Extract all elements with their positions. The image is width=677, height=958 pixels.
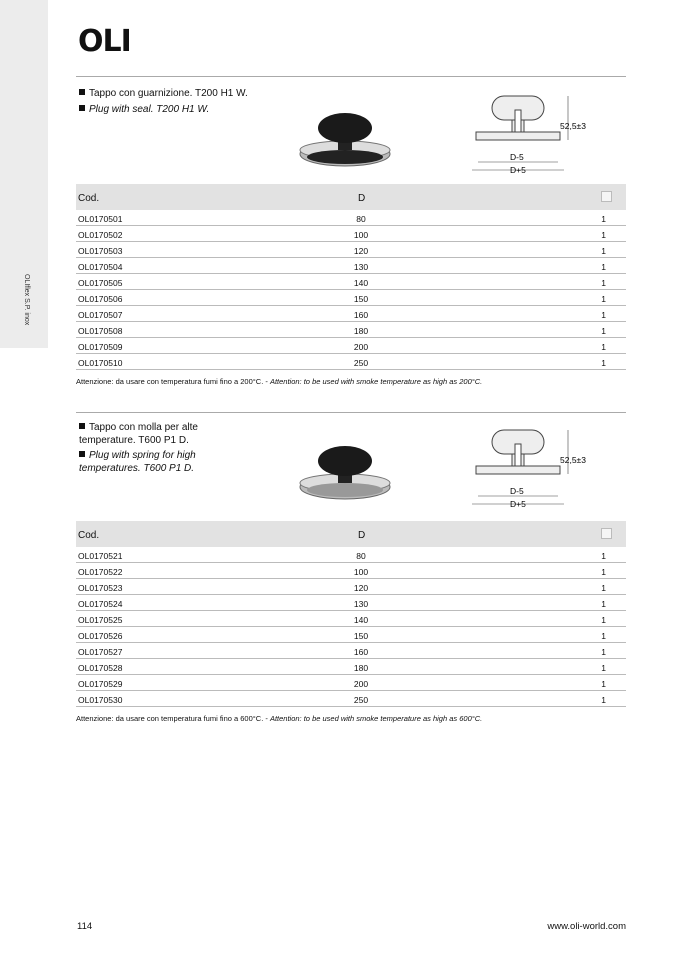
table-row: [76, 675, 626, 691]
oli-logo: OLI: [78, 24, 131, 59]
note-it: Attenzione: da usare con temperatura fumi fino a 600°C. -: [76, 714, 270, 723]
note-en: Attention: to be used with smoke temperature as high as 200°C.: [269, 377, 483, 386]
cell-d: 100: [353, 230, 369, 240]
cell-d: 140: [353, 615, 369, 625]
cell-qty: 1: [601, 294, 606, 304]
cell-code: OL0170504: [78, 262, 123, 272]
table-row: [76, 258, 626, 274]
cell-qty: 1: [601, 246, 606, 256]
product-photo: [298, 112, 398, 177]
table-header: [76, 184, 626, 210]
cell-code: OL0170508: [78, 326, 123, 336]
technical-drawing: [470, 92, 600, 177]
table-row: [76, 611, 626, 627]
dim-inner: D-5: [510, 152, 524, 162]
title-it: [79, 421, 229, 447]
cell-d: 180: [353, 663, 369, 673]
cell-qty: 1: [601, 567, 606, 577]
temperature-note: [76, 377, 482, 386]
table-row: [76, 210, 626, 226]
cell-code: OL0170505: [78, 278, 123, 288]
cell-d: 200: [353, 342, 369, 352]
header-d: D: [358, 530, 366, 541]
sidebar-label: OLIflex S.P. inox: [23, 274, 30, 326]
table-row: [76, 579, 626, 595]
table-row: [76, 226, 626, 242]
table-row: [76, 242, 626, 258]
cell-code: OL0170507: [78, 310, 123, 320]
dim-height: 52,5±3: [560, 455, 586, 465]
title-en-text: Plug with spring for high temperatures. T600 P1 D.: [79, 450, 196, 474]
cell-qty: 1: [601, 647, 606, 657]
cell-code: OL0170527: [78, 647, 123, 657]
header-code: Cod.: [78, 193, 100, 204]
header-code: Cod.: [78, 530, 100, 541]
table-row: [76, 563, 626, 579]
package-icon: [601, 191, 612, 202]
cell-code: OL0170525: [78, 615, 123, 625]
cell-code: OL0170503: [78, 246, 123, 256]
title-it-text: Tappo con guarnizione. T200 H1 W.: [89, 88, 248, 99]
cell-qty: 1: [601, 278, 606, 288]
cell-d: 80: [356, 214, 366, 224]
cell-d: 180: [353, 326, 369, 336]
cell-d: 160: [353, 647, 369, 657]
cell-qty: 1: [601, 326, 606, 336]
cell-d: 130: [353, 262, 369, 272]
table-row: [76, 627, 626, 643]
cell-code: OL0170529: [78, 679, 123, 689]
cell-d: 100: [353, 567, 369, 577]
cell-qty: 1: [601, 615, 606, 625]
cell-d: 250: [353, 695, 369, 705]
title-en-text: Plug with seal. T200 H1 W.: [89, 104, 210, 115]
product-table: [76, 521, 626, 707]
table-row: [76, 659, 626, 675]
cell-code: OL0170510: [78, 358, 123, 368]
cell-d: 80: [356, 551, 366, 561]
table-row: [76, 643, 626, 659]
cell-qty: 1: [601, 679, 606, 689]
cell-qty: 1: [601, 631, 606, 641]
table-row: [76, 290, 626, 306]
product-photo: [298, 445, 398, 510]
dim-outer: D+5: [510, 499, 526, 509]
cell-qty: 1: [601, 599, 606, 609]
package-icon: [601, 528, 612, 539]
cell-d: 160: [353, 310, 369, 320]
cell-qty: 1: [601, 310, 606, 320]
website-link[interactable]: www.oli-world.com: [547, 921, 626, 932]
cell-qty: 1: [601, 583, 606, 593]
cell-qty: 1: [601, 663, 606, 673]
cell-code: OL0170509: [78, 342, 123, 352]
cell-d: 120: [353, 583, 369, 593]
cell-qty: 1: [601, 551, 606, 561]
product-table: [76, 184, 626, 370]
cell-d: 150: [353, 294, 369, 304]
dim-inner: D-5: [510, 486, 524, 496]
header-d: D: [358, 193, 366, 204]
table-row: [76, 691, 626, 707]
page-number: 114: [77, 921, 93, 932]
divider: [76, 412, 626, 413]
cell-code: OL0170524: [78, 599, 123, 609]
note-en: Attention: to be used with smoke temperature as high as 600°C.: [269, 714, 483, 723]
table-row: [76, 322, 626, 338]
cell-code: OL0170502: [78, 230, 123, 240]
table-header: [76, 521, 626, 547]
sidebar-band: [0, 0, 48, 348]
title-en: [79, 103, 259, 116]
table-row: [76, 354, 626, 370]
cell-d: 120: [353, 246, 369, 256]
table-row: [76, 547, 626, 563]
cell-code: OL0170526: [78, 631, 123, 641]
cell-code: OL0170530: [78, 695, 123, 705]
table-row: [76, 274, 626, 290]
title-it: [79, 87, 259, 100]
cell-qty: 1: [601, 230, 606, 240]
cell-code: OL0170523: [78, 583, 123, 593]
cell-d: 130: [353, 599, 369, 609]
title-en: [79, 449, 229, 475]
cell-d: 200: [353, 679, 369, 689]
cell-code: OL0170506: [78, 294, 123, 304]
cell-qty: 1: [601, 214, 606, 224]
title-it-text: Tappo con molla per alte temperature. T600 P1 D.: [79, 422, 198, 446]
cell-qty: 1: [601, 342, 606, 352]
cell-code: OL0170522: [78, 567, 123, 577]
divider: [76, 76, 626, 77]
temperature-note: [76, 714, 482, 723]
note-it: Attenzione: da usare con temperatura fumi fino a 200°C. -: [76, 377, 270, 386]
cell-code: OL0170528: [78, 663, 123, 673]
cell-code: OL0170501: [78, 214, 123, 224]
cell-qty: 1: [601, 358, 606, 368]
dim-height: 52,5±3: [560, 121, 586, 131]
table-row: [76, 338, 626, 354]
cell-d: 250: [353, 358, 369, 368]
dim-outer: D+5: [510, 165, 526, 175]
table-row: [76, 595, 626, 611]
cell-qty: 1: [601, 262, 606, 272]
cell-qty: 1: [601, 695, 606, 705]
table-row: [76, 306, 626, 322]
cell-d: 150: [353, 631, 369, 641]
cell-code: OL0170521: [78, 551, 123, 561]
technical-drawing: [470, 426, 600, 511]
cell-d: 140: [353, 278, 369, 288]
